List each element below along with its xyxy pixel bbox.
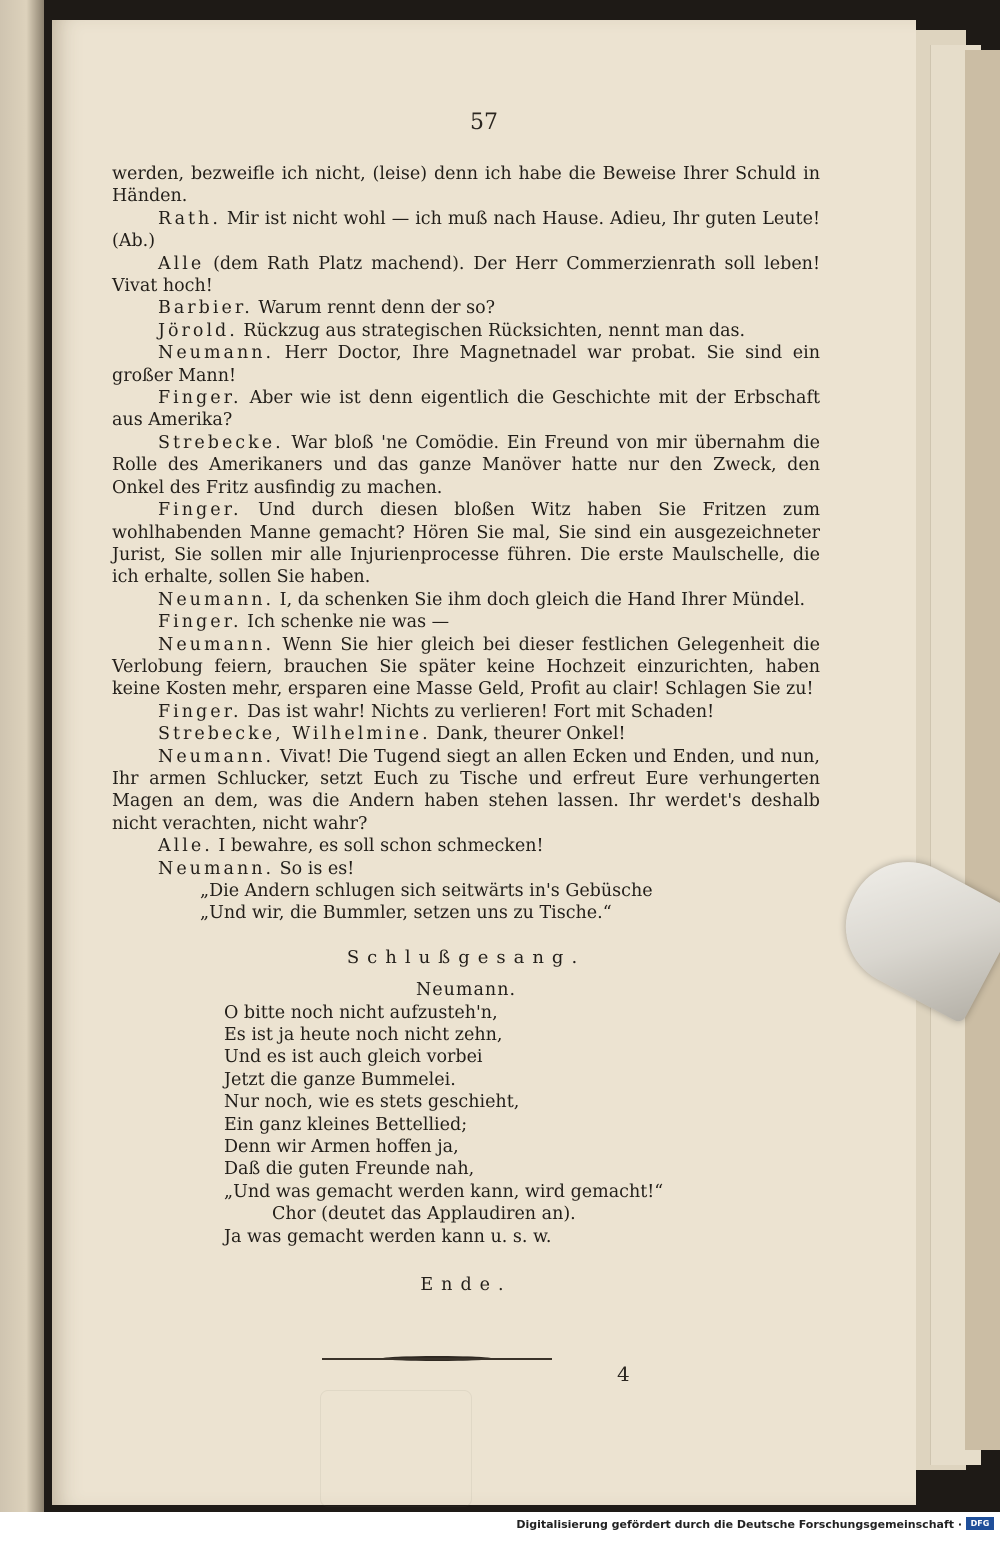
quote-line: „Und wir, die Bummler, setzen uns zu Tische.“ bbox=[200, 903, 612, 924]
dialogue-paragraph bbox=[112, 342, 820, 387]
dialogue-paragraph bbox=[112, 163, 820, 208]
dialogue-text: So is es! bbox=[279, 858, 355, 879]
dialogue-text: Mir ist nicht wohl — ich muß nach Hause. Adieu, Ihr guten Leute! (Ab.) bbox=[112, 208, 820, 252]
dialogue-paragraph bbox=[112, 208, 820, 253]
speaker-name: Barbier. bbox=[158, 298, 253, 319]
verse-line: Ja was gemacht werden kann u. s. w. bbox=[224, 1226, 552, 1247]
dialogue-text: Aber wie ist denn eigentlich die Geschichte mit der Erbschaft aus Amerika? bbox=[112, 388, 820, 431]
speaker-name: Neumann. bbox=[158, 634, 275, 655]
dialogue-paragraph bbox=[112, 589, 820, 611]
dialogue-text: Das ist wahr! Nichts zu verlieren! Fort mit Schaden! bbox=[247, 701, 715, 722]
dialogue-text: werden, bezweifle ich nicht, (leise) denn ich habe die Beweise Ihrer Schuld in Händen. bbox=[112, 164, 820, 207]
dialogue-text: Rückzug aus strategischen Rücksichten, nennt man das. bbox=[243, 320, 746, 341]
stacked-page-edge bbox=[965, 50, 1000, 1450]
speaker-name: Neumann. bbox=[158, 343, 275, 364]
section-heading: Schlußgesang. bbox=[346, 946, 586, 968]
dialogue-text: War bloß 'ne Comödie. Ein Freund von mir übernahm die Rolle des Amerikaners und das ganze Manöver hatte nur den Zweck, den Onkel des Fritz ausfindig zu machen. bbox=[112, 432, 820, 498]
speaker-name: Rath. bbox=[158, 208, 221, 229]
stage-direction: Chor (deutet das Applaudiren an). bbox=[272, 1204, 576, 1225]
library-stamp bbox=[320, 1390, 472, 1507]
dialogue-text: Herr Doctor, Ihre Magnetnadel war probat. Sie sind ein großer Mann! bbox=[112, 343, 820, 386]
speaker-name: Alle bbox=[158, 253, 205, 274]
verse-line: O bitte noch nicht aufzusteh'n, bbox=[224, 1002, 498, 1023]
dialogue-paragraph bbox=[112, 611, 820, 633]
verse-line: „Und was gemacht werden kann, wird gemacht!“ bbox=[224, 1181, 664, 1202]
dialogue-text: (dem Rath Platz machend). Der Herr Commerzienrath soll leben! Vivat hoch! bbox=[112, 253, 820, 297]
dialogue-text: Vivat! Die Tugend siegt an allen Ecken und Enden, und nun, Ihr armen Schlucker, setzt Euch zu Tische und erfreut Eure verhungerten Magen an dem, was die Andern haben stehen lassen. Ihr werdet's deshalb nicht verachten, nicht wahr? bbox=[112, 746, 820, 834]
speaker-name: Finger. bbox=[158, 388, 242, 409]
verse-line: Und es ist auch gleich vorbei bbox=[224, 1047, 483, 1068]
dialogue-text: I, da schenken Sie ihm doch gleich die Hand Ihrer Mündel. bbox=[279, 589, 806, 610]
song-verse bbox=[112, 1002, 820, 1204]
dialogue-paragraph bbox=[112, 835, 820, 857]
text-body bbox=[112, 163, 820, 1297]
dialogue-paragraph bbox=[112, 858, 820, 880]
dialogue-text: Warum rennt denn der so? bbox=[258, 298, 496, 319]
dialogue-paragraph bbox=[112, 701, 820, 723]
speaker-name: Neumann. bbox=[158, 589, 275, 610]
verse-line: Denn wir Armen hoffen ja, bbox=[224, 1137, 459, 1158]
dialogue-paragraph bbox=[112, 634, 820, 701]
end-mark: Ende. bbox=[420, 1275, 512, 1296]
closing-quote bbox=[112, 880, 820, 925]
page-number: 57 bbox=[470, 110, 498, 135]
dialogue-text: I bewahre, es soll schon schmecken! bbox=[218, 836, 544, 857]
dialogue-paragraph bbox=[112, 253, 820, 298]
dialogue-paragraph bbox=[112, 746, 820, 836]
speaker-name: Finger. bbox=[158, 612, 242, 633]
dfg-logo: DFG bbox=[966, 1517, 994, 1530]
verse-line: Es ist ja heute noch nicht zehn, bbox=[224, 1025, 503, 1046]
speaker-name: Finger. bbox=[158, 500, 242, 521]
dialogue-text: Dank, theurer Onkel! bbox=[436, 724, 626, 745]
verse-line: Jetzt die ganze Bummelei. bbox=[224, 1069, 456, 1090]
verse-speaker: Neumann. bbox=[415, 980, 517, 1001]
speaker-name: Jörold. bbox=[158, 320, 238, 341]
book-page bbox=[52, 20, 916, 1505]
dialogue-text: Wenn Sie hier gleich bei dieser festlichen Gelegenheit die Verlobung feiern, brauchen Sie später keine Hochzeit einzurichten, haben keine Kosten mehr, ersparen eine Masse Geld, Profit au clair! Schlagen Sie zu! bbox=[112, 634, 820, 700]
dialogue-paragraph bbox=[112, 297, 820, 319]
printer-signature: 4 bbox=[617, 1362, 630, 1386]
speaker-name: Alle. bbox=[158, 836, 213, 857]
speaker-name: Neumann. bbox=[158, 746, 275, 767]
decorative-rule bbox=[322, 1358, 552, 1360]
footer-credit: Digitalisierung gefördert durch die Deutsche Forschungsgemeinschaft · bbox=[516, 1518, 962, 1531]
speaker-name: Strebecke, Wilhelmine. bbox=[158, 724, 431, 745]
speaker-name: Strebecke. bbox=[158, 432, 284, 453]
dialogue-paragraph bbox=[112, 432, 820, 499]
speaker-name: Finger. bbox=[158, 701, 242, 722]
dialogue-paragraph bbox=[112, 499, 820, 589]
verse-line: Ein ganz kleines Bettellied; bbox=[224, 1114, 468, 1135]
adjacent-page-edge bbox=[0, 0, 44, 1512]
dialogue-paragraph bbox=[112, 320, 820, 342]
speaker-name: Neumann. bbox=[158, 858, 275, 879]
dialogue bbox=[112, 163, 820, 880]
dialogue-paragraph bbox=[112, 723, 820, 745]
quote-line: „Die Andern schlugen sich seitwärts in's Gebüsche bbox=[200, 881, 653, 901]
verse-line: Nur noch, wie es stets geschieht, bbox=[224, 1092, 520, 1113]
dialogue-text: Ich schenke nie was — bbox=[247, 612, 450, 633]
verse-line: Daß die guten Freunde nah, bbox=[224, 1159, 475, 1180]
dialogue-paragraph bbox=[112, 387, 820, 432]
dialogue-text: Und durch diesen bloßen Witz haben Sie Fritzen zum wohlhabenden Manne gemacht? Hören Sie mal, Sie sind ein ausgezeichneter Jurist, Sie sollen mir alle Injurienprocesse führen. Die erste Maulschelle, die ich erhalte, sollen Sie haben. bbox=[112, 500, 820, 588]
